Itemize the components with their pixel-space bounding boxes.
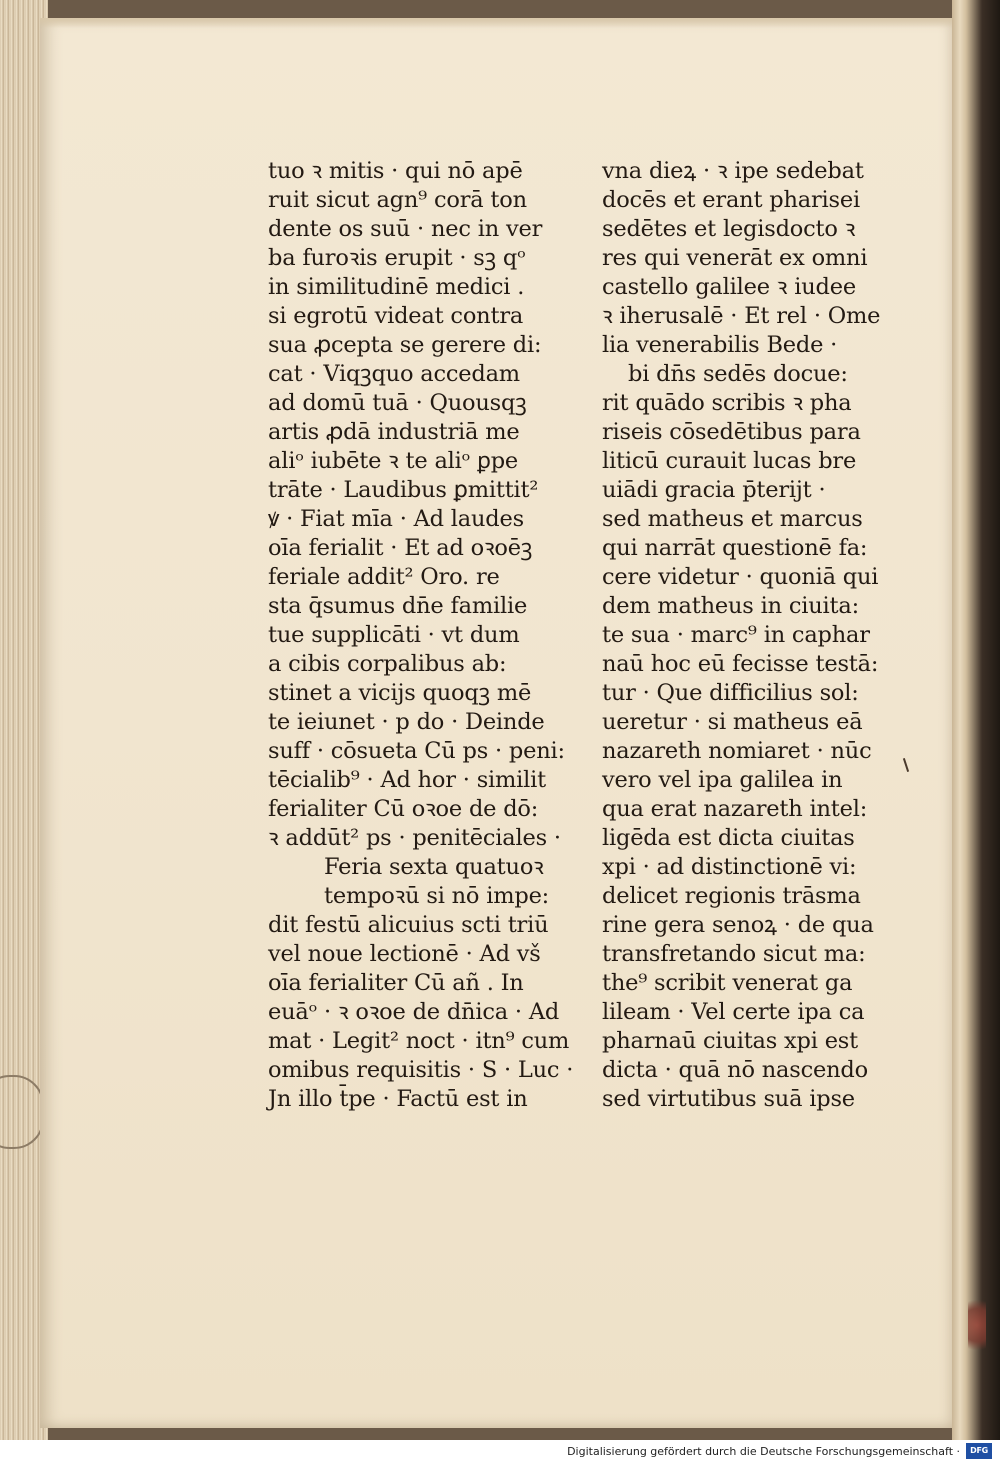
- left-column-line: ꝟ · Fiat mīa · Ad laudes: [268, 506, 524, 532]
- left-column-line: euāᵒ · ꝛ oꝛoe de dn̄ica · Ad: [268, 999, 560, 1025]
- left-column-line: suff · cōsueta Cū ps · peni:: [268, 738, 565, 764]
- right-column-line: sed virtutibus suā ipse: [602, 1086, 855, 1112]
- right-column-line: xpi · ad distinctionē vi:: [602, 854, 857, 880]
- left-column-line: trāte · Laudibus ꝑmittit²: [268, 477, 539, 503]
- left-column-line: feriale addit² Oro. re: [268, 564, 500, 590]
- binding-gutter: [952, 0, 1000, 1440]
- left-column-line: ruit sicut agn⁹ corā ton: [268, 187, 527, 213]
- left-column-line: dente os suū · nec in ver: [268, 216, 543, 242]
- left-column-line: si egrotū videat contra: [268, 303, 524, 329]
- right-column-line: castello galilee ꝛ iudee: [602, 274, 856, 300]
- right-column-line: pharnaū ciuitas xpi est: [602, 1028, 858, 1054]
- left-column-line: mat · Legit² noct · itn⁹ cum: [268, 1028, 570, 1054]
- left-column-line: sua ꝓcepta se gerere di:: [268, 332, 542, 358]
- right-column-line: rit quādo scribis ꝛ pha: [602, 390, 852, 416]
- right-column-line: qui narrāt questionē fa:: [602, 535, 868, 561]
- right-column-line: the⁹ scribit venerat ga: [602, 970, 853, 996]
- left-column-line: Jn illo t̄pe · Factū est in: [268, 1086, 528, 1112]
- left-column-line: ferialiter Cū oꝛoe de dō:: [268, 796, 539, 822]
- left-text-column: [268, 157, 574, 1114]
- right-column-line: vero vel ipa galilea in: [602, 767, 843, 793]
- left-column-line: ꝛ addūt² ps · penitēciales ·: [268, 825, 561, 851]
- left-column-line: oīa ferialit · Et ad oꝛoēꝫ: [268, 535, 533, 561]
- right-column-line: lileam · Vel certe ipa ca: [602, 999, 865, 1025]
- dfg-logo: DFG: [966, 1443, 992, 1459]
- right-column-line: ueretur · si matheus eā: [602, 709, 863, 735]
- left-column-line: aliᵒ iubēte ꝛ te aliᵒ ꝑpe: [268, 448, 519, 474]
- left-column-line: in similitudinē medici .: [268, 274, 525, 300]
- right-column-line: riseis cōsedētibus para: [602, 419, 861, 445]
- right-column-line: tur · Que difficilius sol:: [602, 680, 859, 706]
- left-column-line: vel noue lectionē · Ad vš: [268, 941, 541, 967]
- right-text-column: [602, 157, 902, 1114]
- right-column-line: qua erat nazareth intel:: [602, 796, 868, 822]
- left-column-line: dit festū alicuius scti triū: [268, 912, 549, 938]
- right-column-line: vna dieꝝ · ꝛ ipe sedebat: [602, 158, 864, 184]
- right-column-line: sedētes et legisdocto ꝛ: [602, 216, 856, 242]
- left-column-line: oīa ferialiter Cū añ . In: [268, 970, 524, 996]
- right-column-line: uiādi gracia p̄terijt ·: [602, 477, 826, 503]
- right-column-line: cere videtur · quoniā qui: [602, 564, 879, 590]
- left-column-line: stinet a vicijs quoqꝫ mē: [268, 680, 532, 706]
- right-column-line: dicta · quā nō nascendo: [602, 1057, 868, 1083]
- left-column-line: Feria sexta quatuoꝛ: [324, 854, 544, 880]
- left-column-line: tēcialib⁹ · Ad hor · similit: [268, 767, 547, 793]
- right-column-line: res qui venerāt ex omni: [602, 245, 868, 271]
- left-column-line: cat · Viqꝫquo accedam: [268, 361, 520, 387]
- left-column-line: omibus requisitis · S · Luc ·: [268, 1057, 574, 1083]
- right-column-line: bi dn̄s sedēs docue:: [628, 361, 848, 387]
- left-column-line: tempoꝛū si nō impe:: [324, 883, 550, 909]
- binding-stain: [968, 1290, 986, 1360]
- page-top-edge: [40, 18, 952, 28]
- footer-bar: [0, 1440, 1000, 1466]
- left-column-line: artis ꝓdā industriā me: [268, 419, 520, 445]
- right-column-line: delicet regionis trāsma: [602, 883, 861, 909]
- funding-credit: Digitalisierung gefördert durch die Deutsche Forschungsgemeinschaft ·: [567, 1445, 960, 1458]
- left-column-line: a cibis corpalibus ab:: [268, 651, 507, 677]
- right-column-line: naū hoc eū fecisse testā:: [602, 651, 879, 677]
- right-column-line: sed matheus et marcus: [602, 506, 863, 532]
- left-column-line: tue supplicāti · vt dum: [268, 622, 520, 648]
- right-column-line: te sua · marc⁹ in caphar: [602, 622, 870, 648]
- left-column-line: ba furoꝛis erupit · sꝫ qᵒ: [268, 245, 526, 271]
- right-column-line: ꝛ iherusalē · Et rel · Ome: [602, 303, 881, 329]
- right-column-line: lia venerabilis Bede ·: [602, 332, 838, 358]
- left-column-line: tuo ꝛ mitis · qui nō apē: [268, 158, 523, 184]
- right-column-line: docēs et erant pharisei: [602, 187, 860, 213]
- right-column-line: liticū curauit lucas bre: [602, 448, 857, 474]
- right-column-line: dem matheus in ciuita:: [602, 593, 859, 619]
- right-column-line: transfretando sicut ma:: [602, 941, 866, 967]
- right-column-line: nazareth nomiaret · nūc: [602, 738, 872, 764]
- left-column-line: te ieiunet · p do · Deinde: [268, 709, 545, 735]
- left-column-line: ad domū tuā · Quousqꝫ: [268, 390, 527, 416]
- left-column-line: sta q̄sumus dn̄e familie: [268, 593, 528, 619]
- right-column-line: rine gera senoꝝ · de qua: [602, 912, 874, 938]
- right-column-line: ligēda est dicta ciuitas: [602, 825, 855, 851]
